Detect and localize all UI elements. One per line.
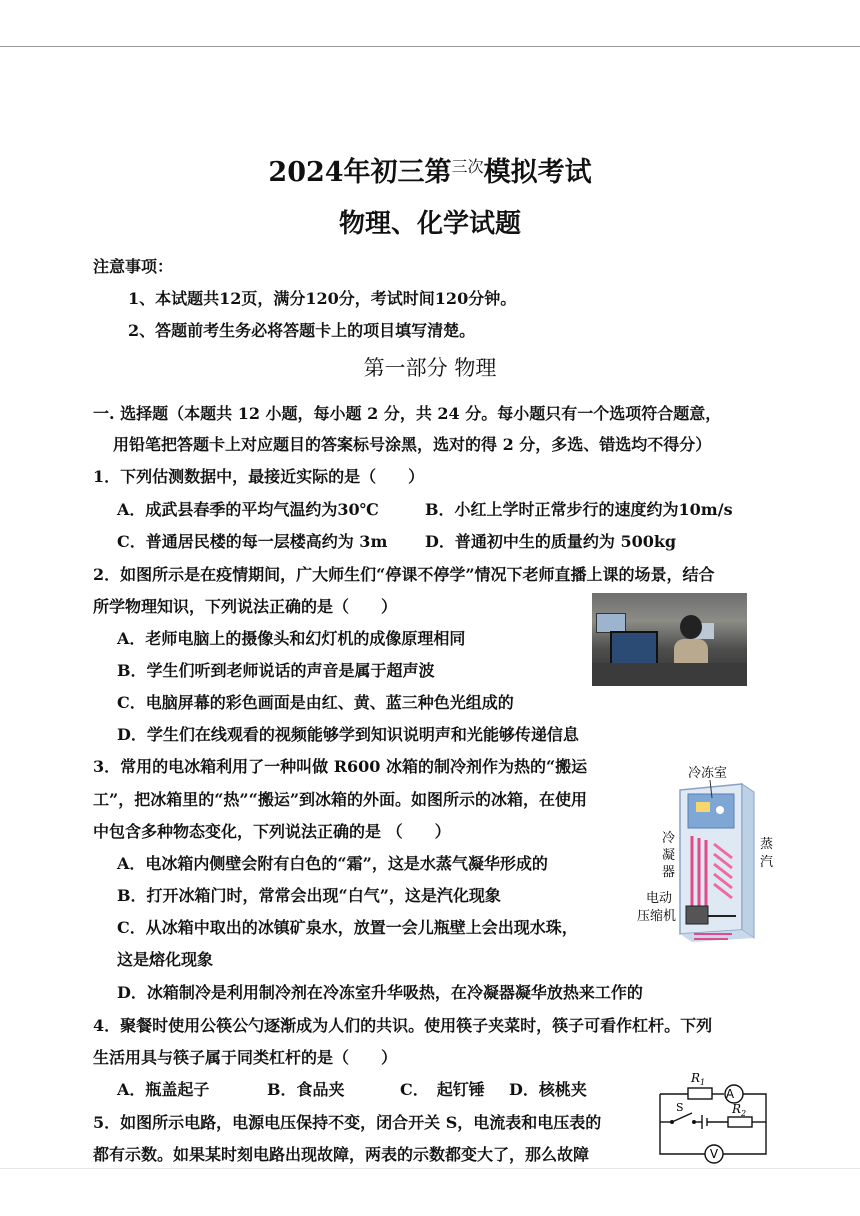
q4-option-a: A．瓶盖起子 — [117, 1080, 210, 1099]
compressor-label: 电动 — [646, 891, 673, 906]
q3-option-d: D．冰箱制冷是利用制冷剂在冷冻室升华吸热，在冷凝器凝华放热来工作的 — [117, 983, 643, 1002]
q2-option-a: A．老师电脑上的摄像头和幻灯机的成像原理相同 — [117, 629, 466, 648]
q2-option-d: D．学生们在线观看的视频能够学到知识说明声和光能够传递信息 — [117, 725, 579, 744]
page-edge — [0, 1168, 860, 1169]
r2-label: R — [732, 1102, 742, 1116]
q4-option-b: B．食品夹 — [267, 1080, 345, 1099]
q1-stem: 1．下列估测数据中，最接近实际的是（ ） — [93, 467, 425, 486]
q5-stem-cont: 都有示数。如果某时刻电路出现故障，两表的示数都变大了，那么故障 — [93, 1145, 590, 1164]
q3-option-b: B．打开冰箱门时，常常会出现“白气”，这是汽化现象 — [117, 886, 501, 905]
title-prefix: 2024年初三第 — [268, 157, 452, 188]
exam-subtitle: 物理、化学试题 — [338, 209, 521, 239]
q3-stem-cont: 中包含多种物态变化，下列说法正确的是 （ ） — [93, 822, 451, 841]
vapor-label: 蒸 — [760, 837, 774, 852]
condenser-label: 冷 — [662, 831, 676, 846]
q2-option-b: B．学生们听到老师说话的声音是属于超声波 — [117, 661, 435, 680]
switch-label: S — [676, 1101, 684, 1114]
voltmeter-label: V — [709, 1147, 719, 1161]
freezer-label: 冷冻室 — [688, 766, 728, 781]
compressor-label: 压缩机 — [637, 909, 677, 924]
q3-option-c-cont: 这是熔化现象 — [117, 950, 214, 969]
section-heading: 一. 选择题（本题共 12 小题，每小题 2 分，共 24 分。每小题只有一个选项符合题意， — [93, 404, 722, 423]
q1-option-d: D．普通初中生的质量约为 500kg — [425, 532, 677, 551]
notes-heading: 注意事项： — [93, 257, 174, 276]
handwritten-insert: 三次 — [451, 157, 484, 176]
resistor-r2 — [728, 1117, 752, 1127]
resistor-r1 — [688, 1088, 712, 1099]
note-item: 2、答题前考生务必将答题卡上的项目填写清楚。 — [128, 321, 476, 340]
q1-option-b: B．小红上学时正常步行的速度约为10m/s — [425, 500, 733, 519]
q1-option-a: A．成武县春季的平均气温约为30℃ — [117, 500, 379, 519]
part-heading: 第一部分 物理 — [363, 356, 497, 380]
q4-stem-cont: 生活用具与筷子属于同类杠杆的是（ ） — [93, 1048, 398, 1067]
q2-option-c: C．电脑屏幕的彩色画面是由红、黄、蓝三种色光组成的 — [117, 693, 514, 712]
r2-subscript: 2 — [741, 1109, 747, 1118]
exam-title — [0, 150, 860, 189]
q3-option-c: C．从冰箱中取出的冰镇矿泉水，放置一会儿瓶壁上会出现水珠， — [117, 918, 578, 937]
condenser-label: 凝 — [662, 848, 676, 863]
vapor-label: 汽 — [760, 855, 774, 870]
q4-option-c: C． 起钉锤 — [400, 1080, 485, 1099]
q1-option-c: C．普通居民楼的每一层楼高约为 3m — [117, 532, 388, 551]
q4-stem: 4．聚餐时使用公筷公勺逐渐成为人们的共识。使用筷子夹菜时，筷子可看作杠杆。下列 — [93, 1016, 713, 1035]
note-item: 1、本试题共12页，满分120分，考试时间120分钟。 — [128, 289, 517, 308]
q4-option-d: D．核桃夹 — [509, 1080, 587, 1099]
q3-stem-cont: 工”，把冰箱里的“热”“搬运”到冰箱的外面。如图所示的冰箱，在使用 — [93, 790, 588, 809]
q3-stem: 3．常用的电冰箱利用了一种叫做 R600 冰箱的制冷剂作为热的“搬运 — [93, 757, 588, 776]
svg-text:R2 — [731, 1102, 746, 1118]
condenser-label: 器 — [662, 865, 676, 880]
r1-subscript: 1 — [700, 1078, 706, 1087]
q2-stem-cont: 所学物理知识，下列说法正确的是（ ） — [93, 597, 398, 616]
teacher-livestream-photo — [592, 593, 747, 686]
q2-stem: 2．如图所示是在疫情期间，广大师生们“停课不停学”情况下老师直播上课的场景，结合 — [93, 565, 715, 584]
r1-label: R — [691, 1071, 701, 1085]
q5-stem: 5．如图所示电路，电源电压保持不变，闭合开关 S，电流表和电压表的 — [93, 1113, 602, 1132]
ammeter-label: A — [725, 1087, 735, 1101]
header-rule — [0, 46, 860, 47]
section-heading-cont: 用铅笔把答题卡上对应题目的答案标号涂黑，选对的得 2 分，多选、错选均不得分） — [113, 435, 712, 454]
circuit-diagram — [650, 1070, 775, 1164]
svg-text:R1 — [690, 1071, 705, 1087]
refrigerator-diagram — [632, 758, 782, 948]
q3-option-a: A．电冰箱内侧壁会附有白色的“霜”，这是水蒸气凝华形成的 — [117, 854, 548, 873]
title-suffix: 模拟考试 — [483, 157, 592, 188]
